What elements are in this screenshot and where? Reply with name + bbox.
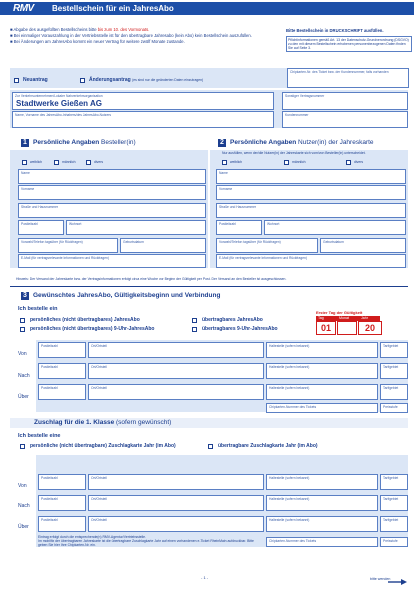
s2-telefon-field[interactable] — [216, 238, 318, 253]
zuschlag-von-haltestelle[interactable] — [266, 474, 378, 490]
s2-geburtsdatum-field[interactable] — [320, 238, 406, 253]
s1-weiblich-label: weiblich — [30, 160, 43, 164]
arrow-right-icon — [388, 573, 408, 591]
zuschlag-subtitle: (sofern gewünscht) — [116, 419, 172, 426]
s1-name-field[interactable] — [18, 169, 206, 184]
ort-label: Ort/Ortsteil — [91, 518, 107, 522]
s2-maennlich-checkbox[interactable] — [284, 160, 289, 165]
footnote-2: Im mobilfix der übertragbaren Jahreskarte ist die übertragbare Zuschlagkarte Jahr auf einen vorhandenen e-Ticket RheinMain aufdruckbar. Bitte geben Sie hier Ihre Chipkarten-Nr. ein. — [38, 539, 254, 547]
ort-label: Ort/Ortsteil — [91, 497, 107, 501]
zuschlag-chip-field[interactable] — [266, 537, 378, 547]
section1-title-text: Persönliche Angaben — [33, 139, 100, 146]
s3-option-uebertragbar-9uhr-label: übertragbares 9-Uhr-JahresAbo — [202, 326, 278, 332]
section2-hint: Nur ausfüllen, wenn der/die Nutzer(in) der Jahreskarte sich vom/von Besteller(in) unterscheidet. — [222, 151, 366, 155]
s3-chip-field[interactable] — [266, 403, 378, 413]
zuschlag-nach-tarifgebiet[interactable] — [380, 495, 408, 511]
s3-nach-haltestelle[interactable] — [266, 363, 378, 379]
s1-vorname-label: Vorname — [21, 187, 35, 191]
zuschlag-option-persoenlich-checkbox[interactable] — [20, 444, 25, 449]
section3-title: Gewünschtes JahresAbo, Gültigkeitsbeginn und Verbindung — [33, 292, 221, 299]
vertrieb-field[interactable] — [12, 92, 274, 110]
s3-nach-ort[interactable] — [88, 363, 264, 379]
start-date-jahr-label: Jahr — [361, 316, 368, 320]
s1-maennlich-checkbox[interactable] — [54, 160, 59, 165]
start-date-jahr[interactable]: 20 — [358, 321, 382, 335]
tarifgebiet-label: Tarifgebiet — [383, 344, 399, 348]
s1-name-label: Name — [21, 171, 30, 175]
s2-divers-checkbox[interactable] — [346, 160, 351, 165]
s2-plz-field[interactable] — [216, 220, 262, 235]
section2-title — [230, 139, 374, 146]
s1-strasse-field[interactable] — [18, 203, 206, 218]
haltestelle-label: Haltestelle (sofern bekannt) — [269, 365, 310, 369]
s3-row-nach: Nach — [18, 373, 30, 379]
plz-label: Postleitzahl — [41, 365, 58, 369]
s3-preisstufe-field[interactable] — [380, 403, 408, 413]
print-hint: Bitte Bestellschein in DRUCKSCHRIFT ausfüllen. — [286, 28, 384, 33]
s2-strasse-label: Straße und Hausnummer — [219, 205, 257, 209]
zuschlag-preisstufe-field[interactable] — [380, 537, 408, 547]
s1-divers-checkbox[interactable] — [86, 160, 91, 165]
s3-row-ueber: Über — [18, 394, 29, 400]
privacy-note: Pflichtinformationen gemäß Art. 13 der Datenschutz-Grundverordnung (DSGVO) zu den mit diesem Bestellschein erhobenen personenbezogenen Daten finden Sie auf Seite 3. — [286, 36, 412, 52]
s1-geburtsdatum-label: Geburtsdatum — [123, 240, 144, 244]
plz-label: Postleitzahl — [41, 386, 58, 390]
start-date-label: Erster Tag der Gültigkeit — [316, 310, 363, 315]
footnote-1: Eintrag erfolgt durch die entsprechende(n) RMV-Agentur/Vertriebsstelle. — [38, 535, 146, 539]
bullet-text: Bei einmaliger Vorauszahlung in der Vertriebsstelle ist für den übertragbare Jahresabo (kein Abo) kein Bestellschein auszufüllen. — [13, 33, 252, 38]
s3-von-haltestelle[interactable] — [266, 342, 378, 358]
plz-label: Postleitzahl — [41, 344, 58, 348]
section1-subtitle: Besteller(in) — [101, 139, 136, 146]
aenderung-checkbox[interactable] — [80, 78, 85, 83]
kundennummer-label: Kundennummer — [285, 113, 309, 117]
inhaber-name-label: Name, Vorname des JahresAbo-Inhabers/des JahresAbo-Nutzers — [15, 113, 112, 117]
s2-plz-label: Postleitzahl — [219, 222, 236, 226]
s3-option-uebertragbar-checkbox[interactable] — [192, 318, 197, 323]
s1-telefon-label: Vorwahl/Telefon tagsüber (für Rückfragen) — [21, 240, 83, 244]
plz-label: Postleitzahl — [41, 497, 58, 501]
chipkarte-field[interactable] — [287, 68, 409, 88]
zuschlag-option-uebertragbar-checkbox[interactable] — [208, 444, 213, 449]
tarifgebiet-label: Tarifgebiet — [383, 497, 399, 501]
s1-telefon-field[interactable] — [18, 238, 118, 253]
start-date-monat[interactable] — [337, 321, 357, 335]
chip-label: Chipkarten-Nummer des Tickets — [269, 539, 317, 543]
s1-geburtsdatum-field[interactable] — [120, 238, 206, 253]
s1-plz-field[interactable] — [18, 220, 64, 235]
s3-nach-plz[interactable] — [38, 363, 86, 379]
vertragsnummer-field[interactable] — [282, 92, 408, 110]
bullet-item: ■ Bei einmaliger Vorauszahlung in der Vertriebsstelle ist für den übertragbare Jahresabo (kein Abo) kein Bestellschein auszufüllen. — [10, 33, 252, 38]
start-date-tag-label: Tag — [318, 316, 324, 320]
s1-email-label: E-Mail (für vertragsrelevante Informationen und Rückfragen) — [21, 256, 109, 260]
s3-ueber-haltestelle[interactable] — [266, 384, 378, 400]
s2-geburtsdatum-label: Geburtsdatum — [323, 240, 344, 244]
s2-maennlich-label: männlich — [292, 160, 306, 164]
s3-ich-bestelle: Ich bestelle ein — [18, 306, 58, 312]
ort-label: Ort/Ortsteil — [91, 476, 107, 480]
zuschlag-row-von: Von — [18, 483, 27, 489]
s2-vorname-field[interactable] — [216, 185, 406, 200]
section1-title — [33, 139, 136, 146]
ort-label: Ort/Ortsteil — [91, 365, 107, 369]
chipkarte-label: Chipkarten-Nr. des Ticket bzw. der Kundennummer, falls vorhanden — [290, 70, 389, 74]
bitte-wenden: bitte wenden — [370, 577, 391, 581]
s2-wohnort-field[interactable] — [264, 220, 406, 235]
s2-email-label: E-Mail (für vertragsrelevante Informationen und Rückfragen) — [219, 256, 307, 260]
aenderung-label — [89, 77, 203, 83]
s1-wohnort-label: Wohnort — [69, 222, 82, 226]
s2-weiblich-checkbox[interactable] — [222, 160, 227, 165]
s1-weiblich-checkbox[interactable] — [22, 160, 27, 165]
page-title: Bestellschein für ein JahresAbo — [52, 4, 174, 13]
zuschlag-option-persoenlich-label: persönliche (nicht übertragbare) Zuschlagkarte Jahr (im Abo) — [30, 443, 176, 449]
s3-von-ort[interactable] — [88, 342, 264, 358]
start-date-monat-label: Monat — [339, 316, 349, 320]
zuschlag-von-plz[interactable] — [38, 474, 86, 490]
s2-email-field[interactable] — [216, 254, 406, 268]
kundennummer-field[interactable] — [282, 111, 408, 128]
zuschlag-ueber-haltestelle[interactable] — [266, 516, 378, 532]
neuantrag-checkbox[interactable] — [14, 78, 19, 83]
s3-option-persoenlich-label: persönliches (nicht übertragbares) JahresAbo — [30, 317, 140, 323]
s1-strasse-label: Straße und Hausnummer — [21, 205, 59, 209]
section2-subtitle: Nutzer(in) der Jahreskarte — [298, 139, 374, 146]
haltestelle-label: Haltestelle (sofern bekannt) — [269, 386, 310, 390]
divider — [10, 286, 408, 287]
preisstufe-label: Preisstufe — [383, 539, 398, 543]
tarifgebiet-label: Tarifgebiet — [383, 518, 399, 522]
zuschlag-ueber-plz[interactable] — [38, 516, 86, 532]
zuschlag-title — [34, 419, 171, 426]
s2-name-label: Name — [219, 171, 228, 175]
tarifgebiet-label: Tarifgebiet — [383, 476, 399, 480]
plz-label: Postleitzahl — [41, 476, 58, 480]
hinweis-note: Hinweis: Der Versand der Jahreskarte bzw. der Vertragsinformationen erfolgt circa eine Woche vor Beginn der Gültigkeit per Post. Der Versand an den Besteller ist ausgeschlossen. — [16, 277, 287, 281]
s2-name-field[interactable] — [216, 169, 406, 184]
zuschlag-ich-bestelle: Ich bestelle eine — [18, 433, 61, 439]
intro-bullets — [10, 27, 270, 44]
zuschlag-von-ort[interactable] — [88, 474, 264, 490]
aenderung-hint: (es sind nur die geänderten Daten einzutragen) — [132, 78, 204, 82]
zuschlag-nach-haltestelle[interactable] — [266, 495, 378, 511]
s2-wohnort-label: Wohnort — [267, 222, 280, 226]
section3-number: 3 — [21, 292, 29, 300]
zuschlag-nach-ort[interactable] — [88, 495, 264, 511]
vertrieb-value: Stadtwerke Gießen AG — [16, 99, 102, 108]
s3-nach-tarifgebiet[interactable] — [380, 363, 408, 379]
s1-vorname-field[interactable] — [18, 185, 206, 200]
s2-vorname-label: Vorname — [219, 187, 233, 191]
s3-option-persoenlich-checkbox[interactable] — [20, 318, 25, 323]
s3-option-persoenlich-9uhr-checkbox[interactable] — [20, 327, 25, 332]
zuschlag-title-text: Zuschlag für die 1. Klasse — [34, 419, 115, 426]
rmv-logo: RMV — [13, 3, 34, 14]
preisstufe-label: Preisstufe — [383, 405, 398, 409]
s3-row-von: Von — [18, 351, 27, 357]
zuschlag-nach-plz[interactable] — [38, 495, 86, 511]
s2-divers-label: divers — [354, 160, 364, 164]
aenderung-text: Änderungsantrag — [89, 77, 131, 83]
s1-wohnort-field[interactable] — [66, 220, 206, 235]
s3-option-uebertragbar-9uhr-checkbox[interactable] — [192, 327, 197, 332]
s3-option-persoenlich-9uhr-label: persönliches (nicht übertragbares) 9-Uhr-JahresAbo — [30, 326, 155, 332]
s1-maennlich-label: männlich — [62, 160, 76, 164]
bullet-text: Abgabe des ausgefüllten Bestellscheins bitte — [13, 27, 98, 32]
chip-label: Chipkarten-Nummer des Tickets — [269, 405, 317, 409]
bullet-item: ■ Bei Änderungen am JahresAbo kommt ein neuer Vertrag für weitere zwölf Monate zustande. — [10, 39, 185, 44]
page-number: - 1 - — [201, 575, 209, 580]
s2-telefon-label: Vorwahl/Telefon tagsüber (für Rückfragen) — [219, 240, 281, 244]
s3-ueber-ort[interactable] — [88, 384, 264, 400]
haltestelle-label: Haltestelle (sofern bekannt) — [269, 344, 310, 348]
s1-email-field[interactable] — [18, 254, 206, 268]
plz-label: Postleitzahl — [41, 518, 58, 522]
section1-number: 1 — [21, 139, 29, 147]
zuschlag-von-tarifgebiet[interactable] — [380, 474, 408, 490]
zuschlag-row-nach: Nach — [18, 503, 30, 509]
s3-ueber-plz[interactable] — [38, 384, 86, 400]
s3-von-tarifgebiet[interactable] — [380, 342, 408, 358]
s1-plz-label: Postleitzahl — [21, 222, 38, 226]
tarifgebiet-label: Tarifgebiet — [383, 386, 399, 390]
s3-option-uebertragbar-label: übertragbares JahresAbo — [202, 317, 263, 323]
zuschlag-row-ueber: Über — [18, 524, 29, 530]
tarifgebiet-label: Tarifgebiet — [383, 365, 399, 369]
haltestelle-label: Haltestelle (sofern bekannt) — [269, 497, 310, 501]
start-date-tag[interactable]: 01 — [316, 321, 336, 335]
zuschlag-ueber-tarifgebiet[interactable] — [380, 516, 408, 532]
s1-divers-label: divers — [94, 160, 104, 164]
ort-label: Ort/Ortsteil — [91, 344, 107, 348]
section2-number: 2 — [218, 139, 226, 147]
s3-von-plz[interactable] — [38, 342, 86, 358]
bullet-text: Bei Änderungen am JahresAbo kommt ein neuer Vertrag für weitere zwölf Monate zustande. — [13, 39, 185, 44]
s2-weiblich-label: weiblich — [230, 160, 243, 164]
neuantrag-label: Neuantrag — [23, 77, 48, 83]
vertragsnummer-label: Sonstiger Vertragsnummer — [285, 94, 325, 98]
zuschlag-option-uebertragbar-label: übertragbare Zuschlagkarte Jahr (im Abo) — [218, 443, 318, 449]
bullet-item: ■ Abgabe des ausgefüllten Bestellscheins bitte bis zum 10. des Vormonats. — [10, 27, 150, 32]
zuschlag-footnotes — [38, 535, 258, 547]
ort-label: Ort/Ortsteil — [91, 386, 107, 390]
haltestelle-label: Haltestelle (sofern bekannt) — [269, 476, 310, 480]
s3-ueber-tarifgebiet[interactable] — [380, 384, 408, 400]
haltestelle-label: Haltestelle (sofern bekannt) — [269, 518, 310, 522]
section2-title-text: Persönliche Angaben — [230, 139, 297, 146]
vertrieb-label: Zur Verkehrsunternehmen/Lokaler Nahverkehrsorganisation — [15, 94, 103, 98]
inhaber-name-field[interactable] — [12, 111, 274, 128]
s2-strasse-field[interactable] — [216, 203, 406, 218]
bullet-deadline: bis zum 10. des Vormonats. — [97, 27, 150, 32]
zuschlag-ueber-ort[interactable] — [88, 516, 264, 532]
